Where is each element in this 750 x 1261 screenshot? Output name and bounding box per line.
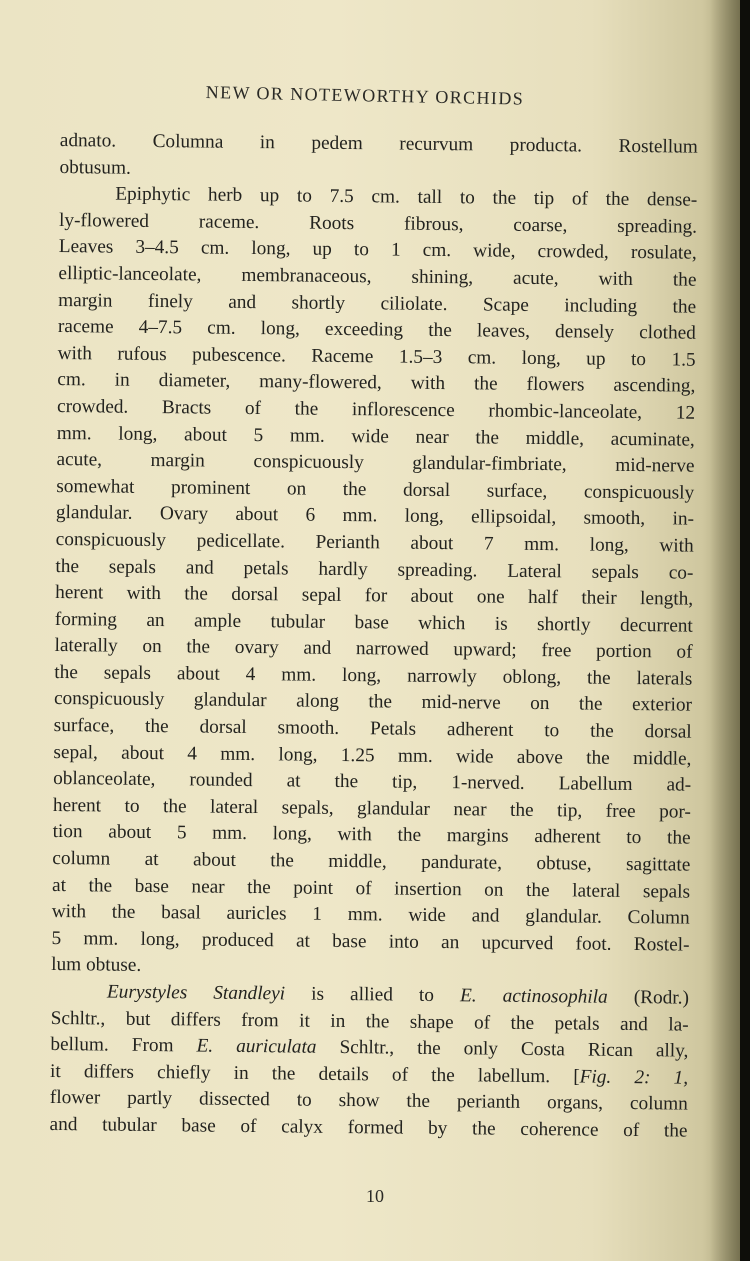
text-line: cm. in diameter, many-flowered, with the flowers ascending, <box>57 369 696 398</box>
text-line: crowded. Bracts of the inflorescence rhombic-lanceolate, 12 <box>56 395 696 424</box>
text-line: raceme 4–7.5 cm. long, exceeding the leaves, densely clothed <box>57 316 696 344</box>
text-line: flower partly dissected to show the perianth organs, column <box>49 1087 688 1116</box>
species-name: E. auriculata <box>196 1035 317 1058</box>
text-line: the sepals about 4 mm. long, narrowly oblong, the laterals <box>54 661 693 690</box>
species-name: Eurystyles Standleyi <box>106 981 286 1005</box>
body-text <box>49 128 698 1145</box>
text-fragment: Schltr., the only Costa Rican ally, <box>316 1036 689 1062</box>
text-fragment: bellum. From <box>50 1034 197 1057</box>
text-line: 5 mm. long, produced at base into an upcurved foot. Rostel- <box>51 927 690 956</box>
text-line: sepal, about 4 mm. long, 1.25 mm. wide above the middle, <box>53 741 692 770</box>
text-line: lum obtuse. <box>51 954 142 977</box>
running-head: NEW OR NOTEWORTHY ORCHIDS <box>205 82 525 109</box>
text-line: conspicuously glandular along the mid-nerve on the exterior <box>53 688 693 717</box>
text-line: laterally on the ovary and narrowed upward; free portion of <box>54 635 693 663</box>
text-line: herent with the dorsal sepal for about one half their length, <box>55 582 694 610</box>
text-line: surface, the dorsal smooth. Petals adherent to the dorsal <box>53 715 692 743</box>
text-fragment: is allied to <box>284 983 461 1007</box>
text-line: ly-flowered raceme. Roots fibrous, coarse, spreading. <box>58 209 698 238</box>
text-line: acute, margin conspicuously glandular-fimbriate, mid-nerve <box>56 449 695 477</box>
text-line: forming an ample tubular base which is shortly decurrent <box>54 608 693 637</box>
text-line: the sepals and petals hardly spreading. Lateral sepals co- <box>55 555 694 584</box>
text-line: margin finely and shortly ciliolate. Scape including the <box>58 289 697 318</box>
text-line: with the basal auricles 1 mm. wide and glandular. Column <box>51 901 690 929</box>
text-fragment: (Rodr.) <box>607 986 690 1009</box>
text-line: Schltr., but differs from it in the shape of the petals and la- <box>50 1007 689 1036</box>
text-line: Leaves 3–4.5 cm. long, up to 1 cm. wide, crowded, rosulate, <box>58 236 697 265</box>
text-line: at the base near the point of insertion on the lateral sepals <box>51 874 691 903</box>
text-fragment: it differs chiefly in the details of the labellum. [ <box>50 1060 580 1088</box>
text-line: adnato. Columna in pedem recurvum producta. Rostellum <box>59 129 698 158</box>
text-line: conspicuously pedicellate. Perianth about 7 mm. long, with <box>55 528 694 557</box>
text-line: and tubular base of calyx formed by the coherence of the <box>49 1113 688 1142</box>
text-line: mm. long, about 5 mm. wide near the middle, acuminate, <box>56 422 695 451</box>
text-line: elliptic-lanceolate, membranaceous, shining, acute, with the <box>58 262 697 291</box>
text-line: somewhat prominent on the dorsal surface, conspicuously <box>56 475 695 504</box>
text-line: column at about the middle, pandurate, obtuse, sagittate <box>52 847 691 876</box>
text-line: herent to the lateral sepals, glandular near the tip, free por- <box>52 794 691 823</box>
text-line: with rufous pubescence. Raceme 1.5–3 cm. long, up to 1.5 <box>57 342 696 371</box>
text-line: oblanceolate, rounded at the tip, 1-nerved. Labellum ad- <box>53 768 692 796</box>
figure-reference: Fig. 2: 1, <box>579 1066 689 1089</box>
species-name: E. actinosophila <box>459 985 608 1008</box>
text-line: obtusum. <box>59 156 131 179</box>
text-line: glandular. Ovary about 6 mm. long, ellipsoidal, smooth, in- <box>55 502 695 530</box>
text-line: Epiphytic herb up to 7.5 cm. tall to the tip of the dense- <box>115 183 698 211</box>
page-number: 10 <box>366 1186 384 1206</box>
text-line: tion about 5 mm. long, with the margins adherent to the <box>52 821 691 850</box>
